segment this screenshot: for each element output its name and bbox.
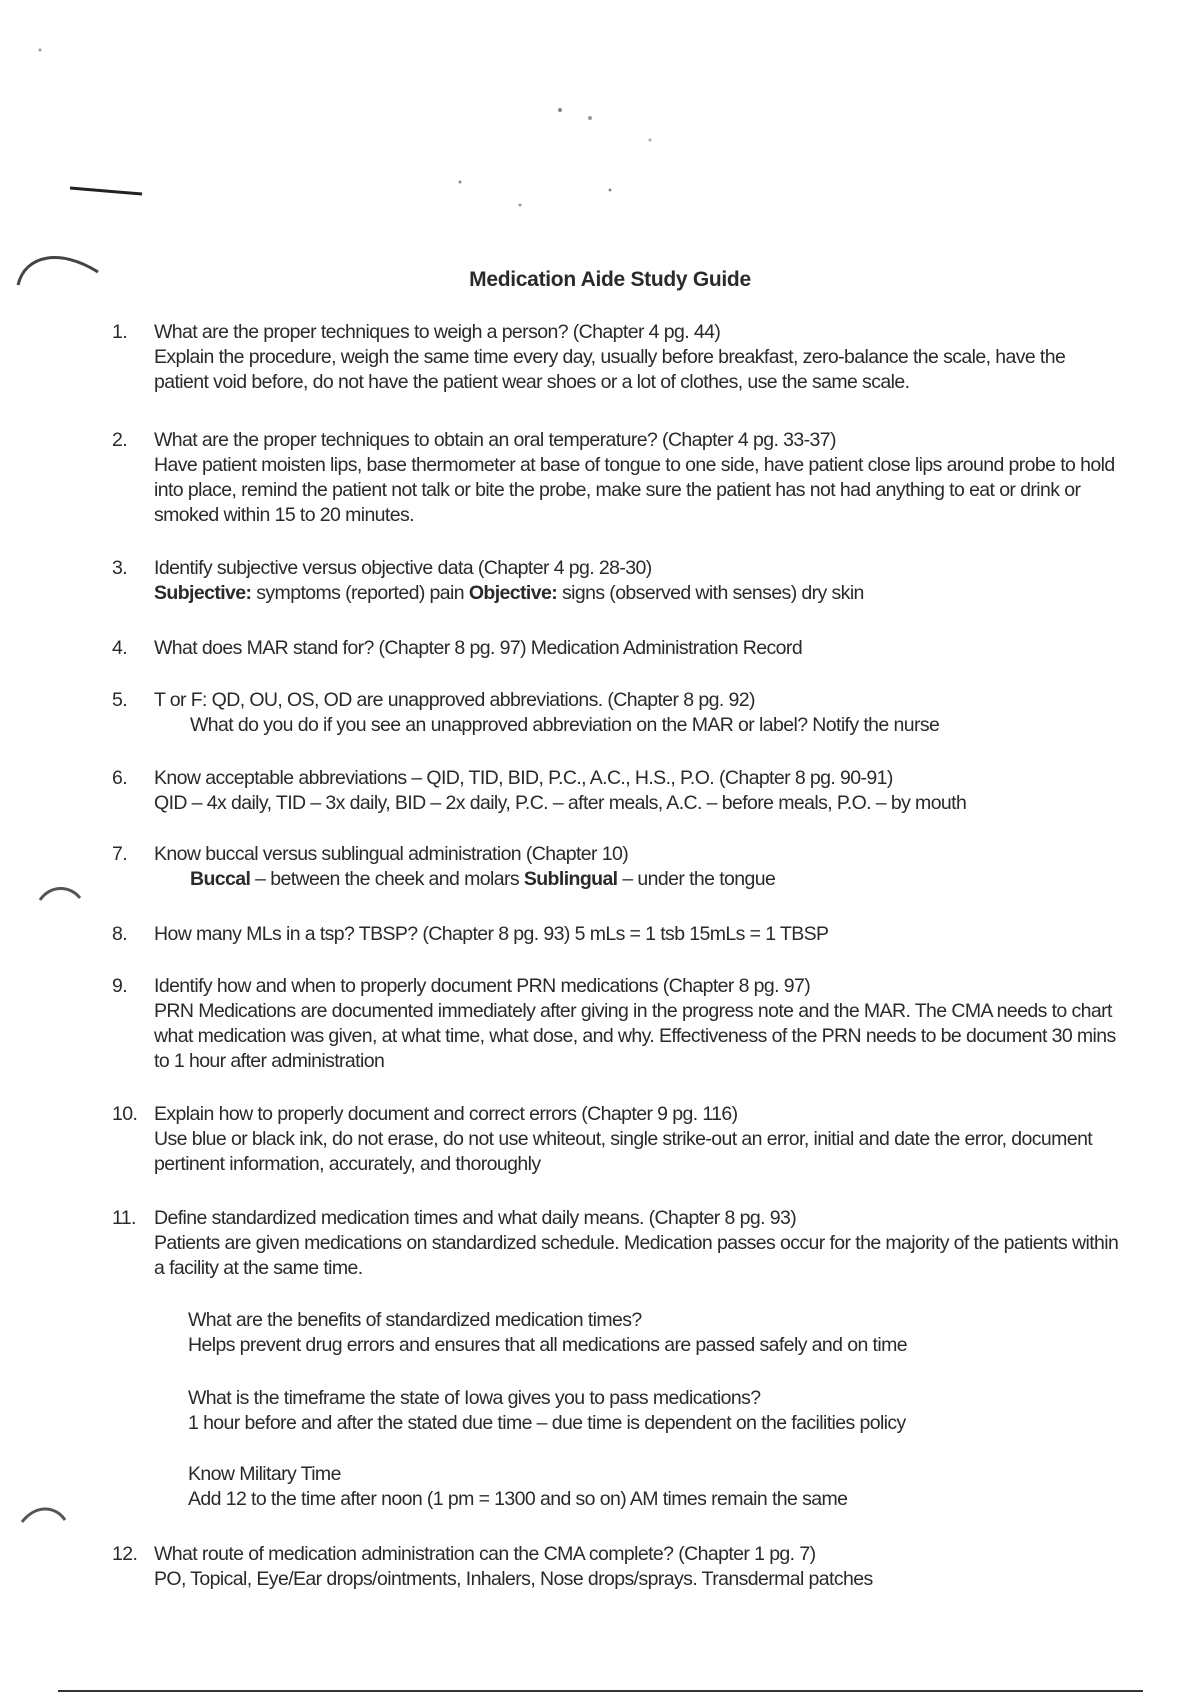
item-question: Define standardized medication times and what daily means. (Chapter 8 pg. 93)	[154, 1207, 797, 1229]
item-answer: QID – 4x daily, TID – 3x daily, BID – 2x daily, P.C. – after meals, A.C. – before meals, P.O. – by mouth	[154, 792, 967, 814]
item-answer: PRN Medications are documented immediately after giving in the progress note and the MAR. The CMA needs to chart what medication was given, at what time, what dose, and why. Effectiveness of the PRN needs to be document 30 mins to 1 hour after administration	[154, 1000, 1116, 1072]
sub-question-answer: Add 12 to the time after noon (1 pm = 1300 and so on) AM times remain the same	[188, 1488, 848, 1510]
item-question: What route of medication administration can the CMA complete? (Chapter 1 pg. 7)	[154, 1543, 816, 1565]
item-answer: What do you do if you see an unapproved abbreviation on the MAR or label? Notify the nurse	[190, 714, 940, 736]
sub-question	[188, 1386, 1148, 1436]
sub-question	[188, 1462, 1148, 1512]
item-question: How many MLs in a tsp? TBSP? (Chapter 8 pg. 93) 5 mLs = 1 tsb 15mLs = 1 TBSP	[154, 923, 829, 945]
item-question: What are the proper techniques to obtain an oral temperature? (Chapter 4 pg. 33-37)	[154, 429, 836, 451]
item-answer: Patients are given medications on standardized schedule. Medication passes occur for the majority of the patients within a facility at the same time.	[154, 1232, 1119, 1279]
list-item	[112, 320, 1122, 395]
sub-question	[188, 1308, 1148, 1358]
list-item	[112, 1102, 1122, 1177]
item-question: Know buccal versus sublingual administration (Chapter 10)	[154, 843, 629, 865]
item-number: 11.	[112, 1207, 136, 1229]
item-number: 9.	[112, 975, 128, 997]
sub-question-answer: 1 hour before and after the stated due time – due time is dependent on the facilities policy	[188, 1412, 906, 1434]
item-answer: Have patient moisten lips, base thermometer at base of tongue to one side, have patient close lips around probe to hold into place, remind the patient not talk or bite the probe, make sure the patient has not had anything to eat or drink or smoked within 15 to 20 minutes.	[154, 454, 1115, 526]
list-item	[112, 428, 1122, 528]
item-answer: Explain the procedure, weigh the same time every day, usually before breakfast, zero-balance the scale, have the patient void before, do not have the patient wear shoes or a lot of clothes, use the same scale.	[154, 346, 1066, 393]
item-question: What does MAR stand for? (Chapter 8 pg. 97) Medication Administration Record	[154, 637, 803, 659]
item-question: Identify how and when to properly document PRN medications (Chapter 8 pg. 97)	[154, 975, 811, 997]
item-number: 1.	[112, 321, 128, 343]
item-number: 12.	[112, 1543, 138, 1565]
list-item	[112, 766, 1122, 816]
item-number: 5.	[112, 689, 128, 711]
bottom-divider	[58, 1690, 1143, 1692]
list-item	[112, 1542, 1122, 1592]
sublingual-label: Sublingual	[523, 868, 618, 890]
item-number: 2.	[112, 429, 128, 451]
item-number: 4.	[112, 637, 128, 659]
list-item	[112, 1206, 1122, 1281]
item-answer	[154, 581, 1122, 606]
list-item	[112, 636, 1122, 661]
item-answer: PO, Topical, Eye/Ear drops/ointments, Inhalers, Nose drops/sprays. Transdermal patches	[154, 1568, 873, 1590]
subjective-text: symptoms (reported) pain	[251, 582, 469, 604]
item-question: T or F: QD, OU, OS, OD are unapproved abbreviations. (Chapter 8 pg. 92)	[154, 689, 755, 711]
buccal-label: Buccal	[190, 868, 251, 890]
item-number: 7.	[112, 843, 128, 865]
sub-question-text: What are the benefits of standardized medication times?	[188, 1309, 642, 1331]
sub-question-text: What is the timeframe the state of Iowa gives you to pass medications?	[188, 1387, 761, 1409]
item-answer: Use blue or black ink, do not erase, do not use whiteout, single strike-out an error, initial and date the error, document pertinent information, accurately, and thoroughly	[154, 1128, 1093, 1175]
item-question: Explain how to properly document and correct errors (Chapter 9 pg. 116)	[154, 1103, 738, 1125]
buccal-text: – between the cheek and molars	[250, 868, 524, 890]
item-number: 6.	[112, 767, 128, 789]
list-item	[112, 842, 1122, 892]
subjective-label: Subjective:	[154, 582, 252, 604]
sub-question-answer: Helps prevent drug errors and ensures that all medications are passed safely and on time	[188, 1334, 907, 1356]
list-item	[112, 974, 1122, 1074]
item-number: 10.	[112, 1103, 138, 1125]
list-item	[112, 922, 1122, 947]
list-item	[112, 688, 1122, 738]
item-number: 8.	[112, 923, 128, 945]
sublingual-text: – under the tongue	[617, 868, 776, 890]
item-question: Identify subjective versus objective data (Chapter 4 pg. 28-30)	[154, 557, 652, 579]
objective-text: signs (observed with senses) dry skin	[557, 582, 864, 604]
item-question: Know acceptable abbreviations – QID, TID, BID, P.C., A.C., H.S., P.O. (Chapter 8 pg. 90-91)	[154, 767, 893, 789]
list-item	[112, 556, 1122, 606]
page-title: Medication Aide Study Guide	[469, 268, 751, 291]
objective-label: Objective:	[468, 582, 558, 604]
item-answer	[190, 867, 1122, 892]
item-question: What are the proper techniques to weigh a person? (Chapter 4 pg. 44)	[154, 321, 721, 343]
item-number: 3.	[112, 557, 128, 579]
sub-question-text: Know Military Time	[188, 1463, 341, 1485]
